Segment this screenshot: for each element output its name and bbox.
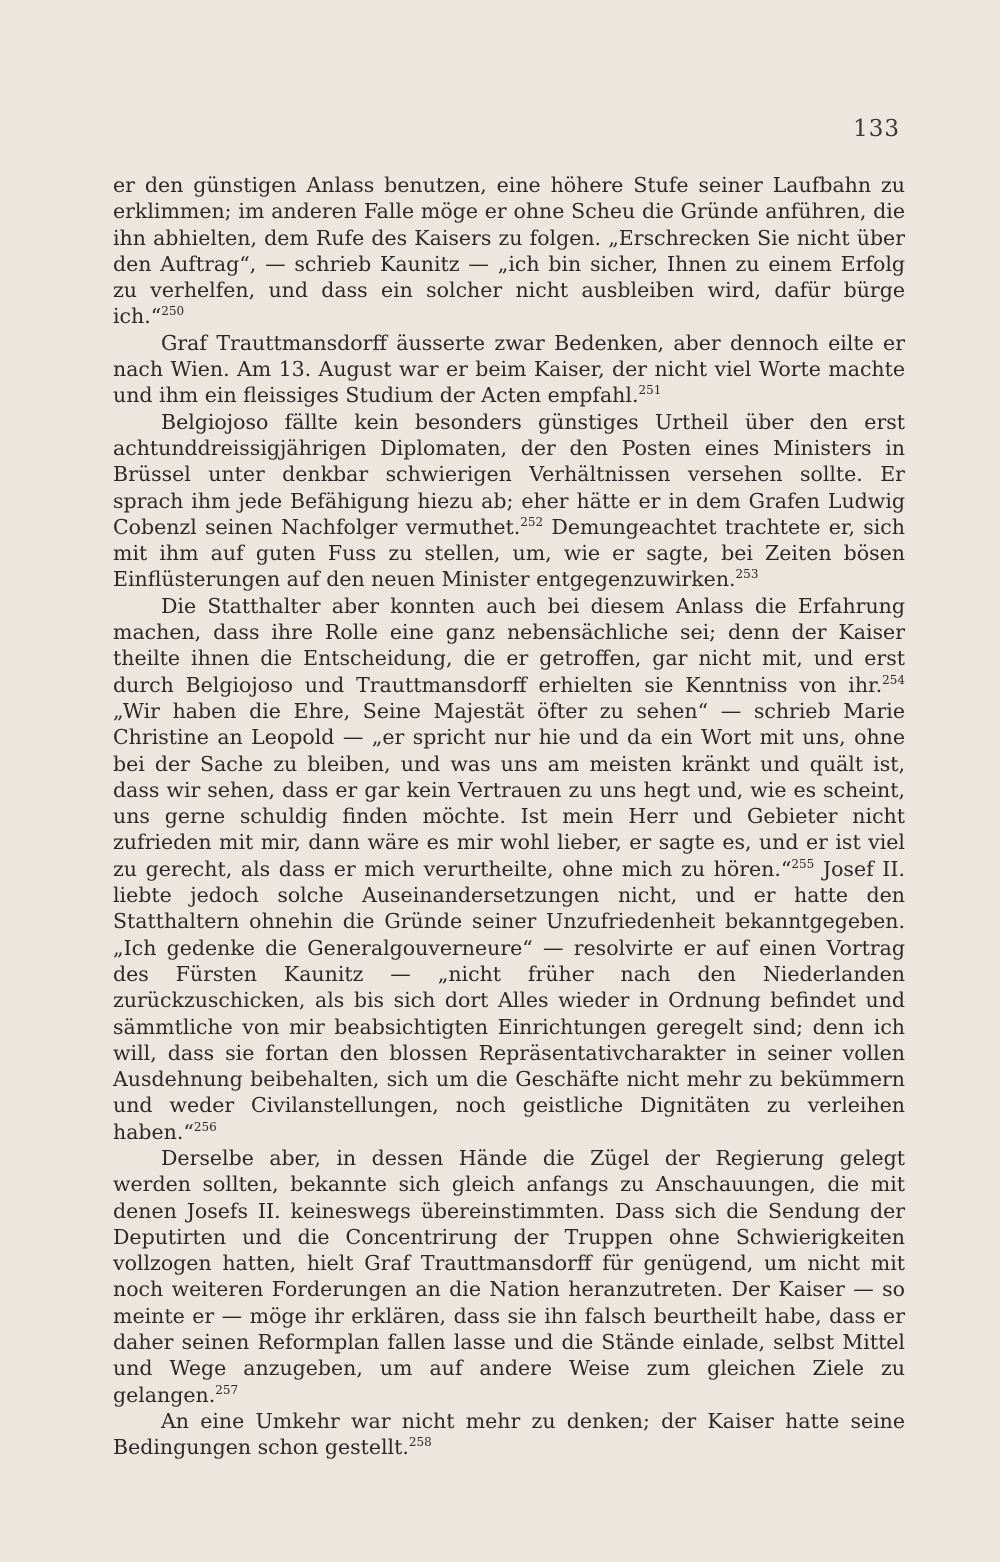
footnote-marker: 251	[638, 383, 662, 398]
footnote-marker: 255	[791, 856, 815, 871]
footnote-marker: 253	[735, 567, 759, 582]
footnote-marker: 250	[161, 304, 185, 319]
text-run: An eine Umkehr war nicht mehr zu denken; der Kaiser hatte seine Bedingungen schon gestellt.	[113, 1408, 905, 1460]
footnote-marker: 258	[408, 1435, 432, 1450]
text-run: „Wir haben die Ehre, Seine Majestät öfter zu sehen“ — schrieb Marie Christine an Leopold — „er spricht nur hie und da ein Wort mit uns, ohne bei der Sache zu bleiben, und was uns am meisten kränkt und quält ist, dass wir sehen, dass er gar kein Vertrauen zu uns hegt und, wie es scheint, uns gerne schuldig finden möchte. Ist mein Herr und Gebieter nicht zufrieden mit mir, dann wäre es mir wohl lieber, er sagte es, und er ist viel zu gerecht, als dass er mich verurtheilte, ohne mich zu hören.“	[113, 698, 905, 881]
paragraph-1	[113, 172, 905, 330]
footnote-marker: 256	[193, 1119, 217, 1134]
paragraph-6	[113, 1408, 905, 1461]
text-run: Demungeachtet trachtete er, sich mit ihm auf guten Fuss zu stellen, um, wie er sagte, bei Zeiten bösen Einflüsterungen auf den neuen Minister entgegenzuwirken.	[113, 514, 905, 592]
paragraph-5	[113, 1145, 905, 1408]
footnote-marker: 257	[215, 1382, 239, 1397]
text-run: Belgiojoso fällte kein besonders günstiges Urtheil über den erst achtunddreissigjährigen Diplomaten, der den Posten eines Ministers in Brüssel unter denkbar schwierigen Verhältnissen versehen sollte. Er sprach ihm jede Befähigung hiezu ab; eher hätte er in dem Grafen Ludwig Cobenzl seinen Nachfolger vermuthet.	[113, 409, 905, 539]
paragraph-4	[113, 593, 905, 1145]
text-run: Die Statthalter aber konnten auch bei diesem Anlass die Erfahrung machen, dass ihre Rolle eine ganz nebensächliche sei; denn der Kaiser theilte ihnen die Entscheidung, die er getroffen, gar nicht mit, und erst durch Belgiojoso und Trauttmansdorff erhielten sie Kenntniss von ihr.	[113, 593, 905, 697]
paragraph-2	[113, 330, 905, 409]
footnote-marker: 254	[882, 672, 905, 687]
paragraph-3	[113, 409, 905, 593]
text-run: er den günstigen Anlass benutzen, eine höhere Stufe seiner Laufbahn zu erklimmen; im anderen Falle möge er ohne Scheu die Gründe anführen, die ihn abhielten, dem Rufe des Kaisers zu folgen. „Erschrecken Sie nicht über den Auftrag“, — schrieb Kaunitz — „ich bin sicher, Ihnen zu einem Erfolg zu verhelfen, und dass ein solcher nicht ausbleiben wird, dafür bürge ich.“	[113, 173, 905, 329]
footnote-marker: 252	[520, 515, 544, 530]
text-run: Graf Trauttmansdorff äusserte zwar Bedenken, aber dennoch eilte er nach Wien. Am 13. August war er beim Kaiser, der nicht viel Worte machte und ihm ein fleissiges Studium der Acten empfahl.	[113, 330, 905, 408]
body-text	[113, 172, 905, 1461]
text-run: Josef II. liebte jedoch solche Auseinandersetzungen nicht, und er hatte den Statthaltern ohnehin die Gründe seiner Unzufriedenheit bekanntgegeben. „Ich gedenke die Generalgouverneure“ — resolvirte er auf einen Vortrag des Fürsten Kaunitz — „nicht früher nach den Niederlanden zurückzuschicken, als bis sich dort Alles wieder in Ordnung befindet und sämmtliche von mir beabsichtigten Einrichtungen geregelt sind; denn ich will, dass sie fortan den blossen Repräsentativcharakter in seiner vollen Ausdehnung beibehalten, sich um die Geschäfte nicht mehr zu bekümmern und weder Civilanstellungen, noch geistliche Dignitäten zu verleihen haben.“	[113, 856, 905, 1144]
page-number: 133	[853, 116, 900, 142]
text-run: Derselbe aber, in dessen Hände die Zügel der Regierung gelegt werden sollten, bekannte sich gleich anfangs zu Anschauungen, die mit denen Josefs II. keineswegs übereinstimmten. Dass sich die Sendung der Deputirten und die Concentrirung der Truppen ohne Schwierigkeiten vollzogen hatten, hielt Graf Trauttmansdorff für genügend, um nicht mit noch weiteren Forderungen an die Nation heranzutreten. Der Kaiser — so meinte er — möge ihr erklären, dass sie ihn falsch beurtheilt habe, dass er daher seinen Reformplan fallen lasse und die Stände einlade, selbst Mittel und Wege anzugeben, um auf andere Weise zum gleichen Ziele zu gelangen.	[113, 1145, 905, 1407]
